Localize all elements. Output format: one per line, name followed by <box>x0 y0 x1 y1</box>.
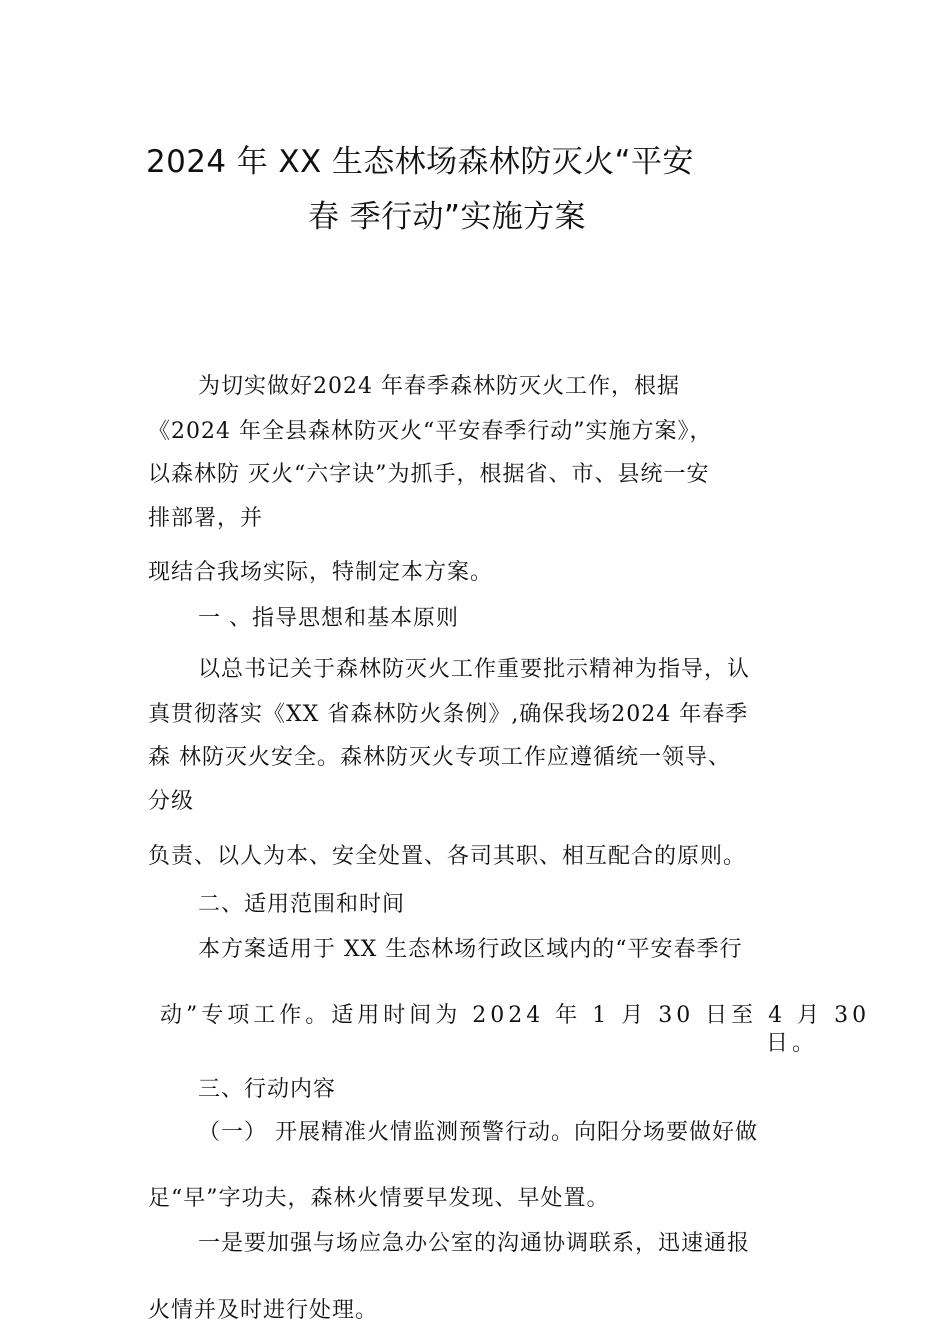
intro-line-2: 《2024 年全县森林防灭火“平安春季行动”实施方案》， <box>148 419 713 444</box>
section-2-line-3: 日。 <box>766 1031 819 1056</box>
section-1-line-4: 分级 <box>148 789 195 814</box>
section-2-heading: 二、适用范围和时间 <box>198 892 406 917</box>
intro-line-4: 排部署，并 <box>148 506 264 531</box>
intro-line-5: 现结合我场实际，特制定本方案。 <box>148 560 494 585</box>
document-title-line-1: 2024 年 XX 生态林场森林防灭火“平安 <box>146 144 694 180</box>
section-1-heading: 一 、指导思想和基本原则 <box>198 606 459 631</box>
document-title-line-2: 春 季行动”实施方案 <box>308 199 586 235</box>
section-1-line-1: 以总书记关于森林防灭火工作重要批示精神为指导，认 <box>198 657 751 682</box>
section-1-line-3: 森 林防灭火安全。森林防灭火专项工作应遵循统一领导、 <box>148 745 731 770</box>
intro-line-3: 以森林防 灭火“六字诀”为抓手，根据省、市、县统一安 <box>148 462 710 487</box>
section-2-line-2: 动”专项工作。适用时间为 2024 年 1 月 30 日至 4 月 30 <box>160 1003 871 1028</box>
section-3-line-2: 足“早”字功夫，森林火情要早发现、早处置。 <box>148 1186 610 1211</box>
section-3-line-1: （一） 开展精准火情监测预警行动。向阳分场要做好做 <box>198 1120 758 1145</box>
section-3-line-4: 火情并及时进行处理。 <box>148 1298 379 1323</box>
section-1-line-5: 负责、以人为本、安全处置、各司其职、相互配合的原则。 <box>148 844 747 869</box>
intro-line-1: 为切实做好2024 年春季森林防灭火工作，根据 <box>198 374 680 399</box>
section-3-heading: 三、行动内容 <box>198 1077 337 1102</box>
section-2-line-1: 本方案适用于 XX 生态林场行政区域内的“平安春季行 <box>198 937 743 962</box>
section-1-line-2: 真贯彻落实《XX 省森林防火条例》,确保我场2024 年春季 <box>148 702 749 727</box>
section-3-line-3: 一是要加强与场应急办公室的沟通协调联系，迅速通报 <box>198 1231 751 1256</box>
